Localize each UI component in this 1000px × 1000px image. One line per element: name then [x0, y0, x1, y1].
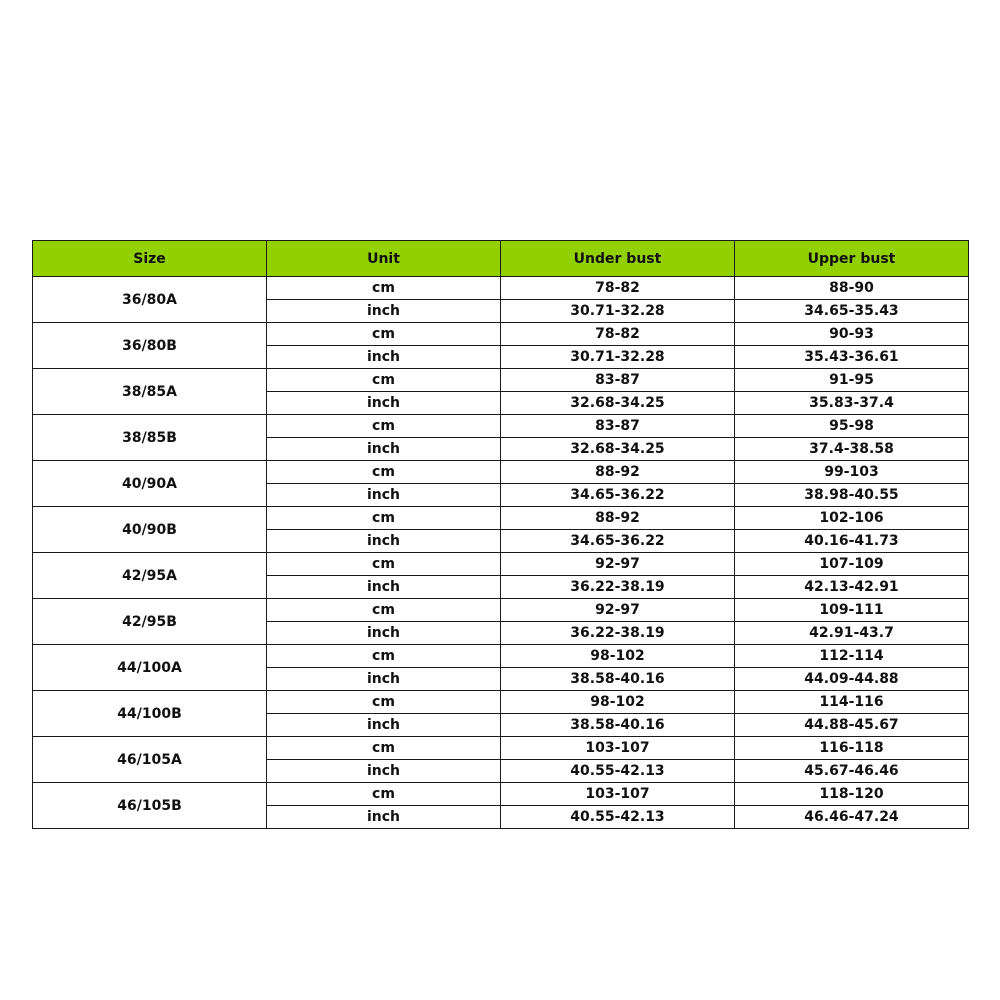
unit-cell: cm: [267, 783, 501, 806]
unit-cell: cm: [267, 553, 501, 576]
under-bust-cell: 32.68-34.25: [501, 438, 735, 461]
under-bust-cell: 78-82: [501, 277, 735, 300]
table-row: [33, 691, 969, 714]
under-bust-cell: 88-92: [501, 507, 735, 530]
table-row: [33, 645, 969, 668]
header-under-bust: Under bust: [501, 241, 735, 277]
size-cell: 46/105A: [33, 737, 267, 783]
upper-bust-cell: 46.46-47.24: [735, 806, 969, 829]
unit-cell: inch: [267, 760, 501, 783]
table-row: [33, 783, 969, 806]
upper-bust-cell: 114-116: [735, 691, 969, 714]
size-cell: 42/95A: [33, 553, 267, 599]
under-bust-cell: 34.65-36.22: [501, 484, 735, 507]
upper-bust-cell: 112-114: [735, 645, 969, 668]
unit-cell: inch: [267, 484, 501, 507]
upper-bust-cell: 42.91-43.7: [735, 622, 969, 645]
table-row: [33, 507, 969, 530]
unit-cell: cm: [267, 599, 501, 622]
under-bust-cell: 38.58-40.16: [501, 714, 735, 737]
size-cell: 46/105B: [33, 783, 267, 829]
unit-cell: inch: [267, 438, 501, 461]
size-chart-table: [32, 240, 969, 829]
table-row: [33, 737, 969, 760]
upper-bust-cell: 37.4-38.58: [735, 438, 969, 461]
unit-cell: cm: [267, 691, 501, 714]
size-cell: 44/100A: [33, 645, 267, 691]
unit-cell: inch: [267, 300, 501, 323]
unit-cell: inch: [267, 392, 501, 415]
under-bust-cell: 34.65-36.22: [501, 530, 735, 553]
unit-cell: inch: [267, 622, 501, 645]
table-row: [33, 461, 969, 484]
size-cell: 38/85B: [33, 415, 267, 461]
under-bust-cell: 103-107: [501, 783, 735, 806]
table-body: [33, 277, 969, 829]
unit-cell: inch: [267, 668, 501, 691]
table-row: [33, 553, 969, 576]
upper-bust-cell: 88-90: [735, 277, 969, 300]
header-upper-bust: Upper bust: [735, 241, 969, 277]
upper-bust-cell: 90-93: [735, 323, 969, 346]
upper-bust-cell: 91-95: [735, 369, 969, 392]
size-cell: 40/90A: [33, 461, 267, 507]
upper-bust-cell: 109-111: [735, 599, 969, 622]
header-size: Size: [33, 241, 267, 277]
size-cell: 40/90B: [33, 507, 267, 553]
under-bust-cell: 98-102: [501, 645, 735, 668]
upper-bust-cell: 44.09-44.88: [735, 668, 969, 691]
table-row: [33, 599, 969, 622]
size-cell: 36/80B: [33, 323, 267, 369]
under-bust-cell: 32.68-34.25: [501, 392, 735, 415]
upper-bust-cell: 45.67-46.46: [735, 760, 969, 783]
under-bust-cell: 83-87: [501, 369, 735, 392]
unit-cell: cm: [267, 461, 501, 484]
under-bust-cell: 38.58-40.16: [501, 668, 735, 691]
under-bust-cell: 30.71-32.28: [501, 300, 735, 323]
header-row: [33, 241, 969, 277]
unit-cell: cm: [267, 507, 501, 530]
under-bust-cell: 40.55-42.13: [501, 806, 735, 829]
upper-bust-cell: 44.88-45.67: [735, 714, 969, 737]
unit-cell: cm: [267, 369, 501, 392]
upper-bust-cell: 38.98-40.55: [735, 484, 969, 507]
unit-cell: inch: [267, 714, 501, 737]
unit-cell: cm: [267, 737, 501, 760]
unit-cell: inch: [267, 576, 501, 599]
upper-bust-cell: 40.16-41.73: [735, 530, 969, 553]
upper-bust-cell: 118-120: [735, 783, 969, 806]
table-row: [33, 369, 969, 392]
under-bust-cell: 36.22-38.19: [501, 576, 735, 599]
upper-bust-cell: 116-118: [735, 737, 969, 760]
upper-bust-cell: 99-103: [735, 461, 969, 484]
size-cell: 42/95B: [33, 599, 267, 645]
under-bust-cell: 36.22-38.19: [501, 622, 735, 645]
upper-bust-cell: 107-109: [735, 553, 969, 576]
upper-bust-cell: 95-98: [735, 415, 969, 438]
under-bust-cell: 83-87: [501, 415, 735, 438]
size-cell: 38/85A: [33, 369, 267, 415]
upper-bust-cell: 34.65-35.43: [735, 300, 969, 323]
unit-cell: inch: [267, 806, 501, 829]
unit-cell: cm: [267, 277, 501, 300]
size-cell: 44/100B: [33, 691, 267, 737]
upper-bust-cell: 35.83-37.4: [735, 392, 969, 415]
unit-cell: cm: [267, 645, 501, 668]
under-bust-cell: 40.55-42.13: [501, 760, 735, 783]
size-cell: 36/80A: [33, 277, 267, 323]
unit-cell: cm: [267, 415, 501, 438]
table-row: [33, 323, 969, 346]
upper-bust-cell: 35.43-36.61: [735, 346, 969, 369]
unit-cell: cm: [267, 323, 501, 346]
under-bust-cell: 92-97: [501, 553, 735, 576]
under-bust-cell: 92-97: [501, 599, 735, 622]
under-bust-cell: 88-92: [501, 461, 735, 484]
under-bust-cell: 78-82: [501, 323, 735, 346]
under-bust-cell: 30.71-32.28: [501, 346, 735, 369]
header-unit: Unit: [267, 241, 501, 277]
upper-bust-cell: 42.13-42.91: [735, 576, 969, 599]
unit-cell: inch: [267, 346, 501, 369]
unit-cell: inch: [267, 530, 501, 553]
under-bust-cell: 103-107: [501, 737, 735, 760]
under-bust-cell: 98-102: [501, 691, 735, 714]
table-row: [33, 277, 969, 300]
table-row: [33, 415, 969, 438]
upper-bust-cell: 102-106: [735, 507, 969, 530]
